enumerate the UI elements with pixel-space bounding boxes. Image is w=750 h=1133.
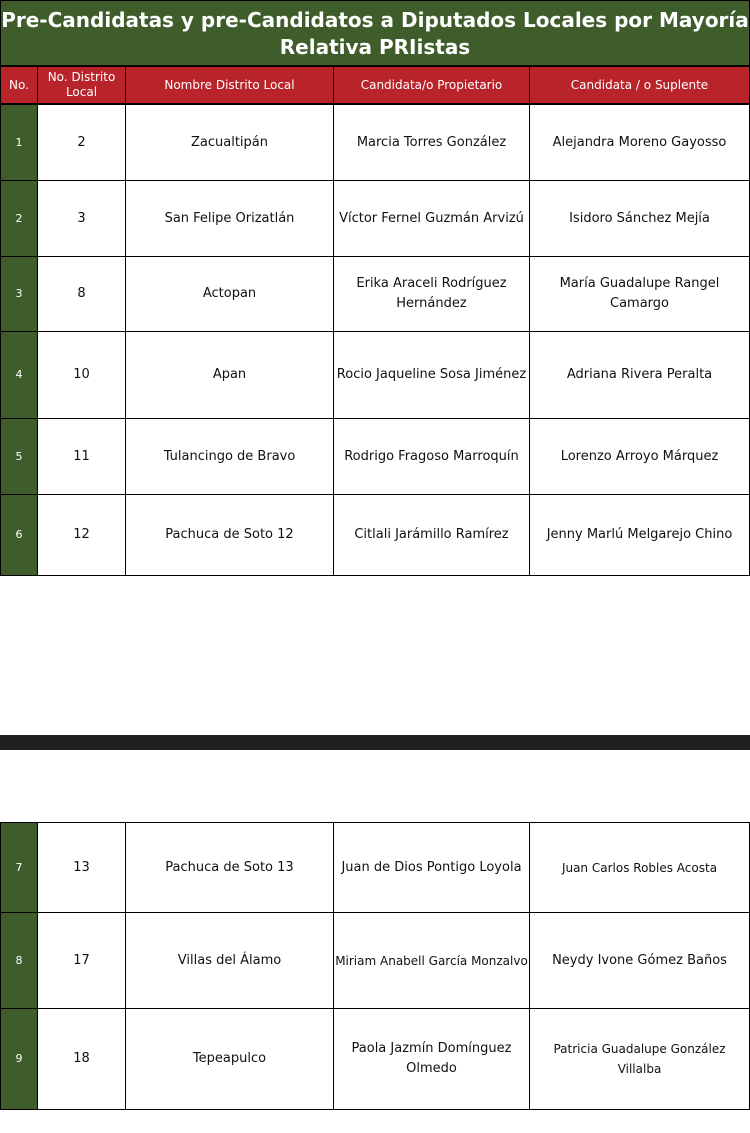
cell-distrito: 8 <box>37 256 126 332</box>
cell-nombre-distrito: San Felipe Orizatlán <box>125 180 334 257</box>
cell-suplente: María Guadalupe Rangel Camargo <box>529 256 750 332</box>
cell-suplente: Juan Carlos Robles Acosta <box>529 822 750 913</box>
cell-no: 4 <box>0 331 38 419</box>
cell-suplente: Jenny Marlú Melgarejo Chino <box>529 494 750 576</box>
cell-distrito: 3 <box>37 180 126 257</box>
header-no: No. <box>0 66 38 104</box>
cell-no: 8 <box>0 912 38 1009</box>
cell-distrito: 11 <box>37 418 126 495</box>
cell-distrito: 18 <box>37 1008 126 1110</box>
cell-distrito: 13 <box>37 822 126 913</box>
cell-propietario: Miriam Anabell García Monzalvo <box>333 912 530 1009</box>
cell-suplente: Isidoro Sánchez Mejía <box>529 180 750 257</box>
cell-propietario: Citlali Jarámillo Ramírez <box>333 494 530 576</box>
cell-propietario: Juan de Dios Pontigo Loyola <box>333 822 530 913</box>
cell-distrito: 17 <box>37 912 126 1009</box>
header-nombre-distrito: Nombre Distrito Local <box>125 66 334 104</box>
cell-no: 2 <box>0 180 38 257</box>
cell-distrito: 12 <box>37 494 126 576</box>
cell-no: 3 <box>0 256 38 332</box>
cell-no: 6 <box>0 494 38 576</box>
cell-propietario: Paola Jazmín Domínguez Olmedo <box>333 1008 530 1110</box>
cell-suplente: Adriana Rivera Peralta <box>529 331 750 419</box>
cell-no: 5 <box>0 418 38 495</box>
cell-nombre-distrito: Tulancingo de Bravo <box>125 418 334 495</box>
cell-suplente: Alejandra Moreno Gayosso <box>529 104 750 181</box>
cell-propietario: Víctor Fernel Guzmán Arvizú <box>333 180 530 257</box>
cell-distrito: 2 <box>37 104 126 181</box>
cell-nombre-distrito: Zacualtipán <box>125 104 334 181</box>
page-separator <box>0 735 750 750</box>
cell-nombre-distrito: Actopan <box>125 256 334 332</box>
cell-no: 7 <box>0 822 38 913</box>
cell-suplente: Patricia Guadalupe González Villalba <box>529 1008 750 1110</box>
cell-propietario: Marcia Torres González <box>333 104 530 181</box>
cell-suplente: Neydy Ivone Gómez Baños <box>529 912 750 1009</box>
cell-suplente: Lorenzo Arroyo Márquez <box>529 418 750 495</box>
cell-nombre-distrito: Pachuca de Soto 13 <box>125 822 334 913</box>
cell-nombre-distrito: Pachuca de Soto 12 <box>125 494 334 576</box>
header-suplente: Candidata / o Suplente <box>529 66 750 104</box>
cell-propietario: Erika Araceli Rodríguez Hernández <box>333 256 530 332</box>
cell-propietario: Rodrigo Fragoso Marroquín <box>333 418 530 495</box>
header-propietario: Candidata/o Propietario <box>333 66 530 104</box>
cell-nombre-distrito: Villas del Álamo <box>125 912 334 1009</box>
cell-nombre-distrito: Tepeapulco <box>125 1008 334 1110</box>
cell-propietario: Rocio Jaqueline Sosa Jiménez <box>333 331 530 419</box>
header-distrito: No. Distrito Local <box>37 66 126 104</box>
cell-distrito: 10 <box>37 331 126 419</box>
cell-nombre-distrito: Apan <box>125 331 334 419</box>
table-title: Pre-Candidatas y pre-Candidatos a Diputados Locales por Mayoría Relativa PRIistas <box>0 0 750 66</box>
cell-no: 1 <box>0 104 38 181</box>
cell-no: 9 <box>0 1008 38 1110</box>
